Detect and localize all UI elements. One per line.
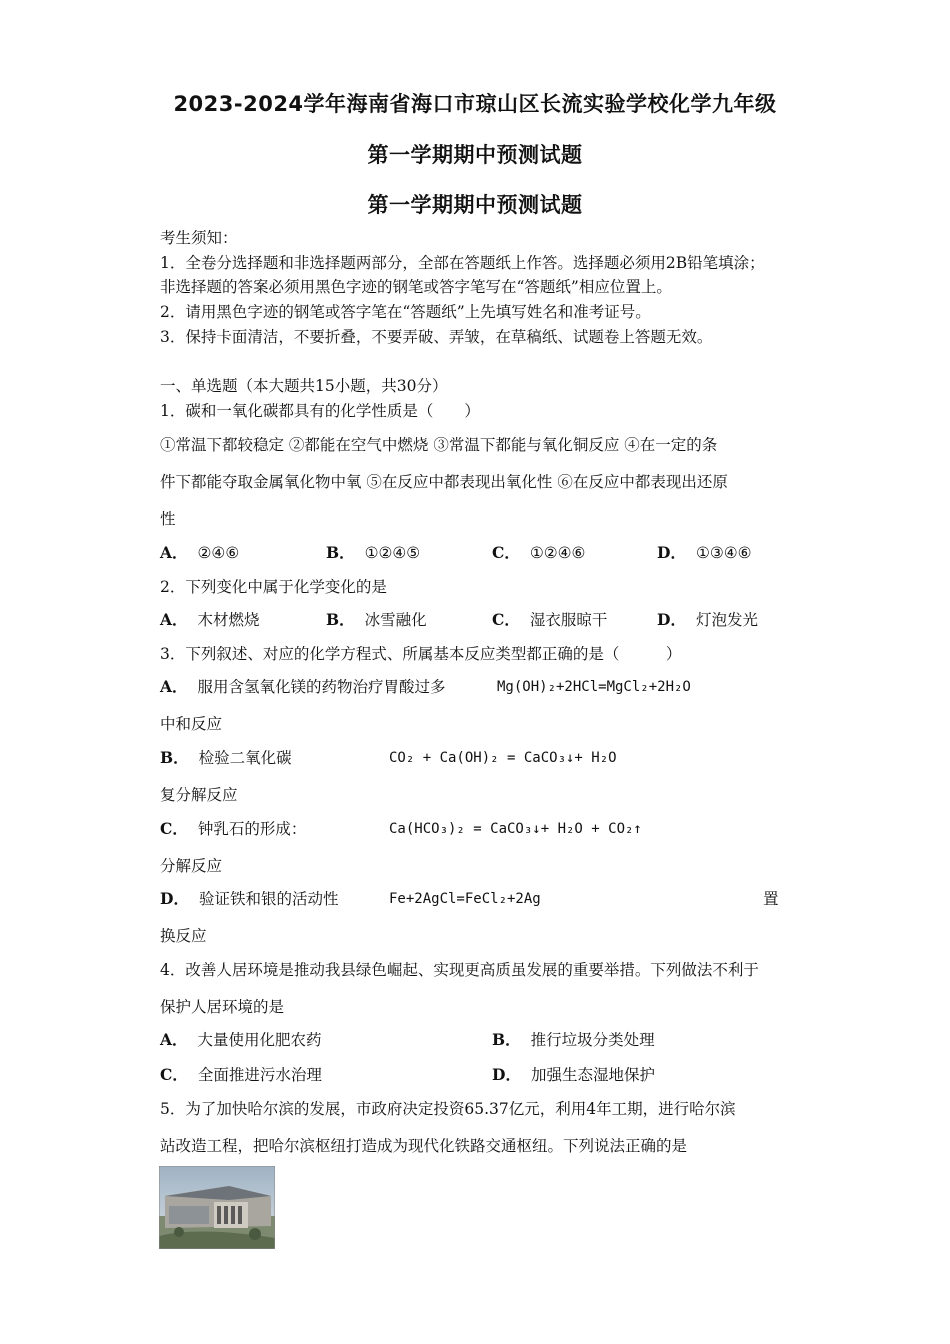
q2-option-a: A． 木材燃烧 — [160, 610, 260, 629]
q3-type-c: 分解反应 — [160, 857, 223, 875]
q3-equation-c: Ca(HCO₃)₂ = CaCO₃↓+ H₂O + CO₂↑ — [389, 821, 642, 837]
notice-item-1a: 1．全卷分选择题和非选择题两部分，全部在答题纸上作答。选择题必须用2B铅笔填涂； — [160, 254, 765, 272]
q3-equation-b: CO₂ + Ca(OH)₂ = CaCO₃↓+ H₂O — [389, 750, 617, 766]
q1-statements-1: ①常温下都较稳定 ②都能在空气中燃烧 ③常温下都能与氧化铜反应 ④在一定的条 — [160, 436, 718, 454]
q3-type-d-part1: 置 — [763, 890, 779, 908]
q2-option-c: C． 湿衣服晾干 — [492, 610, 608, 629]
q3-option-c: C． 钟乳石的形成： — [160, 819, 307, 838]
q4-option-d: D． 加强生态湿地保护 — [492, 1065, 655, 1084]
q3-type-d-part2: 换反应 — [160, 927, 207, 945]
q1-statements-2: 件下都能夺取金属氧化物中氧 ⑤在反应中都表现出氧化性 ⑥在反应中都表现出还原 — [160, 473, 728, 491]
q5-stem-2: 站改造工程，把哈尔滨枢纽打造成为现代化铁路交通枢纽。下列说法正确的是 — [160, 1137, 688, 1155]
q3-type-b: 复分解反应 — [160, 786, 238, 804]
notice-heading: 考生须知： — [160, 229, 238, 247]
q1-option-c: C． ①②④⑥ — [492, 543, 586, 562]
q1-stem: 1．碳和一氧化碳都具有的化学性质是（ ） — [160, 402, 480, 420]
q3-option-b: B． 检验二氧化碳 — [160, 748, 292, 767]
q3-option-a: A． 服用含氢氧化镁的药物治疗胃酸过多 — [160, 677, 446, 696]
q4-stem-2: 保护人居环境的是 — [160, 998, 285, 1016]
exam-title-line1: 2023-2024学年海南省海口市琼山区长流实验学校化学九年级 — [173, 92, 777, 116]
q4-stem-1: 4．改善人居环境是推动我县绿色崛起、实现更高质虽发展的重要举措。下列做法不利于 — [160, 961, 759, 979]
q2-option-b: B． 冰雪融化 — [326, 610, 427, 629]
railway-station-image — [159, 1166, 275, 1249]
q3-equation-a: Mg(OH)₂+2HCl=MgCl₂+2H₂O — [497, 679, 691, 695]
q1-option-b: B． ①②④⑤ — [326, 543, 421, 562]
q4-option-b: B． 推行垃圾分类处理 — [492, 1030, 655, 1049]
exam-title-line3: 第一学期期中预测试题 — [367, 193, 583, 217]
section-heading: 一、单选题（本大题共15小题，共30分） — [160, 377, 448, 395]
q1-option-d: D． ①③④⑥ — [657, 543, 752, 562]
notice-item-3: 3．保持卡面清洁，不要折叠，不要弄破、弄皱，在草稿纸、试题卷上答题无效。 — [160, 328, 713, 346]
q4-option-a: A． 大量使用化肥农药 — [160, 1030, 322, 1049]
exam-title-line2: 第一学期期中预测试题 — [367, 143, 583, 167]
notice-item-2: 2．请用黑色字迹的钢笔或答字笔在“答题纸”上先填写姓名和准考证号。 — [160, 303, 651, 321]
q1-option-a: A． ②④⑥ — [160, 543, 240, 562]
q3-option-d: D． 验证铁和银的活动性 — [160, 889, 339, 908]
q1-statements-3: 性 — [160, 510, 176, 528]
q4-option-c: C． 全面推进污水治理 — [160, 1065, 322, 1084]
q3-type-a: 中和反应 — [160, 715, 223, 733]
q3-stem: 3．下列叙述、对应的化学方程式、所属基本反应类型都正确的是（ ） — [160, 645, 682, 663]
q2-option-d: D． 灯泡发光 — [657, 610, 758, 629]
q3-equation-d: Fe+2AgCl=FeCl₂+2Ag — [389, 891, 541, 907]
q2-stem: 2．下列变化中属于化学变化的是 — [160, 578, 387, 596]
q5-stem-1: 5．为了加快哈尔滨的发展，市政府决定投资65.37亿元，利用4年工期，进行哈尔滨 — [160, 1100, 736, 1118]
notice-item-1b: 非选择题的答案必须用黑色字迹的钢笔或答字笔写在“答题纸”相应位置上。 — [160, 278, 672, 296]
